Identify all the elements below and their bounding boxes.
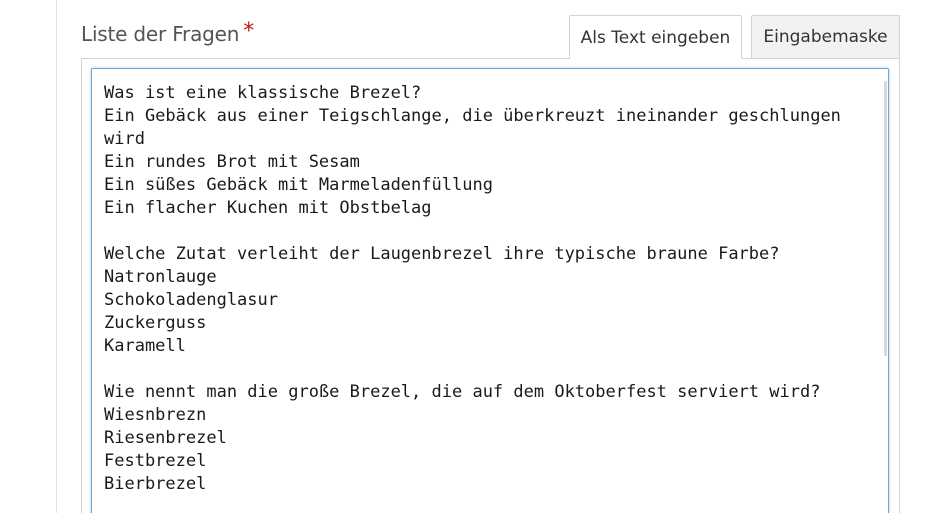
tab-input-mask-label: Eingabemaske	[763, 27, 888, 47]
text-line: Festbrezel	[104, 451, 207, 471]
text-line: Welche Zutat verleiht der Laugenbrezel ihre typische braune Farbe?	[104, 244, 780, 264]
content-divider	[56, 0, 57, 513]
tab-text-input-label: Als Text eingeben	[580, 27, 731, 48]
text-line: Ein süßes Gebäck mit Marmeladenfüllung	[104, 175, 493, 195]
text-line: Ein Gebäck aus einer Teigschlange, die überkreuzt ineinander geschlungen	[104, 106, 841, 126]
field-label-text: Liste der Fragen	[81, 22, 240, 46]
tab-text-input[interactable]	[569, 15, 742, 59]
questions-textarea[interactable]	[91, 68, 889, 513]
text-line: Karamell	[104, 336, 186, 356]
text-line: Was ist eine klassische Brezel?	[104, 83, 422, 103]
text-line: wird	[104, 129, 145, 149]
questions-text[interactable]	[104, 82, 868, 496]
text-line: Ein rundes Brot mit Sesam	[104, 152, 360, 172]
field-label	[81, 19, 255, 47]
text-line: Riesenbrezel	[104, 428, 227, 448]
tab-input-mask[interactable]	[751, 15, 900, 58]
required-marker: *	[243, 19, 255, 44]
text-line: Natronlauge	[104, 267, 217, 287]
text-line: Bierbrezel	[104, 474, 207, 494]
text-line: Wie nennt man die große Brezel, die auf dem Oktoberfest serviert wird?	[104, 382, 821, 402]
text-line: Ein flacher Kuchen mit Obstbelag	[104, 198, 432, 218]
text-line: Wiesnbrezn	[104, 405, 207, 425]
textarea-scrollbar[interactable]	[884, 81, 887, 356]
text-line: Schokoladenglasur	[104, 290, 278, 310]
text-line: Zuckerguss	[104, 313, 207, 333]
